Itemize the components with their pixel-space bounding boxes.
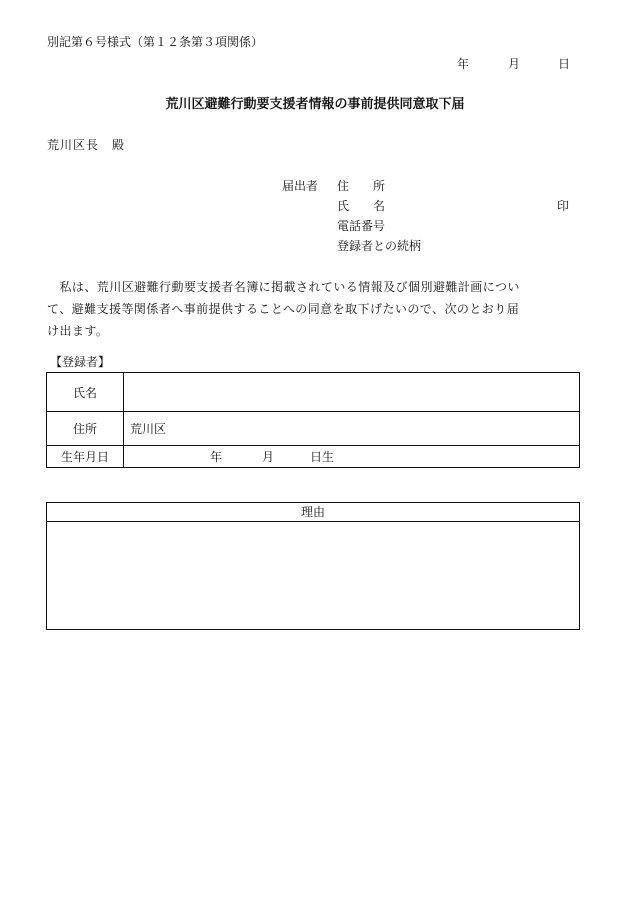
birth-day-label: 日生 [310,450,335,464]
filer-label: 届出者 [282,179,319,193]
document-title: 荒川区避難行動要支援者情報の事前提供同意取下届 [165,97,465,112]
table-row [47,446,580,468]
date-day-label: 日 [558,57,571,71]
filer-address-label: 住 所 [337,179,386,193]
submission-date [0,55,630,71]
reason-box [46,502,580,630]
registrant-name-field[interactable] [124,373,580,412]
registrant-birth-label: 生年月日 [47,446,124,468]
declaration-line: け出ます。 [47,324,109,338]
filer-phone-label: 電話番号 [337,219,386,233]
table-row [47,412,580,446]
form-reference: 別記第６号様式（第１２条第３項関係） [47,35,264,49]
date-month-label: 月 [508,57,521,71]
registrant-table [46,372,580,468]
reason-label: 理由 [47,503,579,522]
declaration-line: て、避難支援等関係者へ事前提供することへの同意を取下げたいので、次のとおり届 [47,302,520,316]
declaration-text [47,276,580,342]
table-row [47,373,580,412]
registrant-address-label: 住所 [47,412,124,446]
registrant-address-field[interactable]: 荒川区 [124,412,580,446]
registrant-name-label: 氏名 [47,373,124,412]
registrant-birth-field[interactable] [124,446,580,468]
reason-field[interactable] [47,522,579,637]
declaration-line: 私は、荒川区避難行動要支援者名簿に掲載されている情報及び個別避難計画につい [47,280,520,294]
birth-year-label: 年 [210,450,223,464]
registrant-section-label: 【登録者】 [50,355,111,369]
filer-seal-mark: 印 [557,199,570,213]
addressee: 荒川区長 殿 [47,138,126,152]
filer-name-label: 氏 名 [337,199,386,213]
filer-relation-label: 登録者との続柄 [337,239,422,253]
date-year-label: 年 [457,57,470,71]
birth-month-label: 月 [262,450,275,464]
